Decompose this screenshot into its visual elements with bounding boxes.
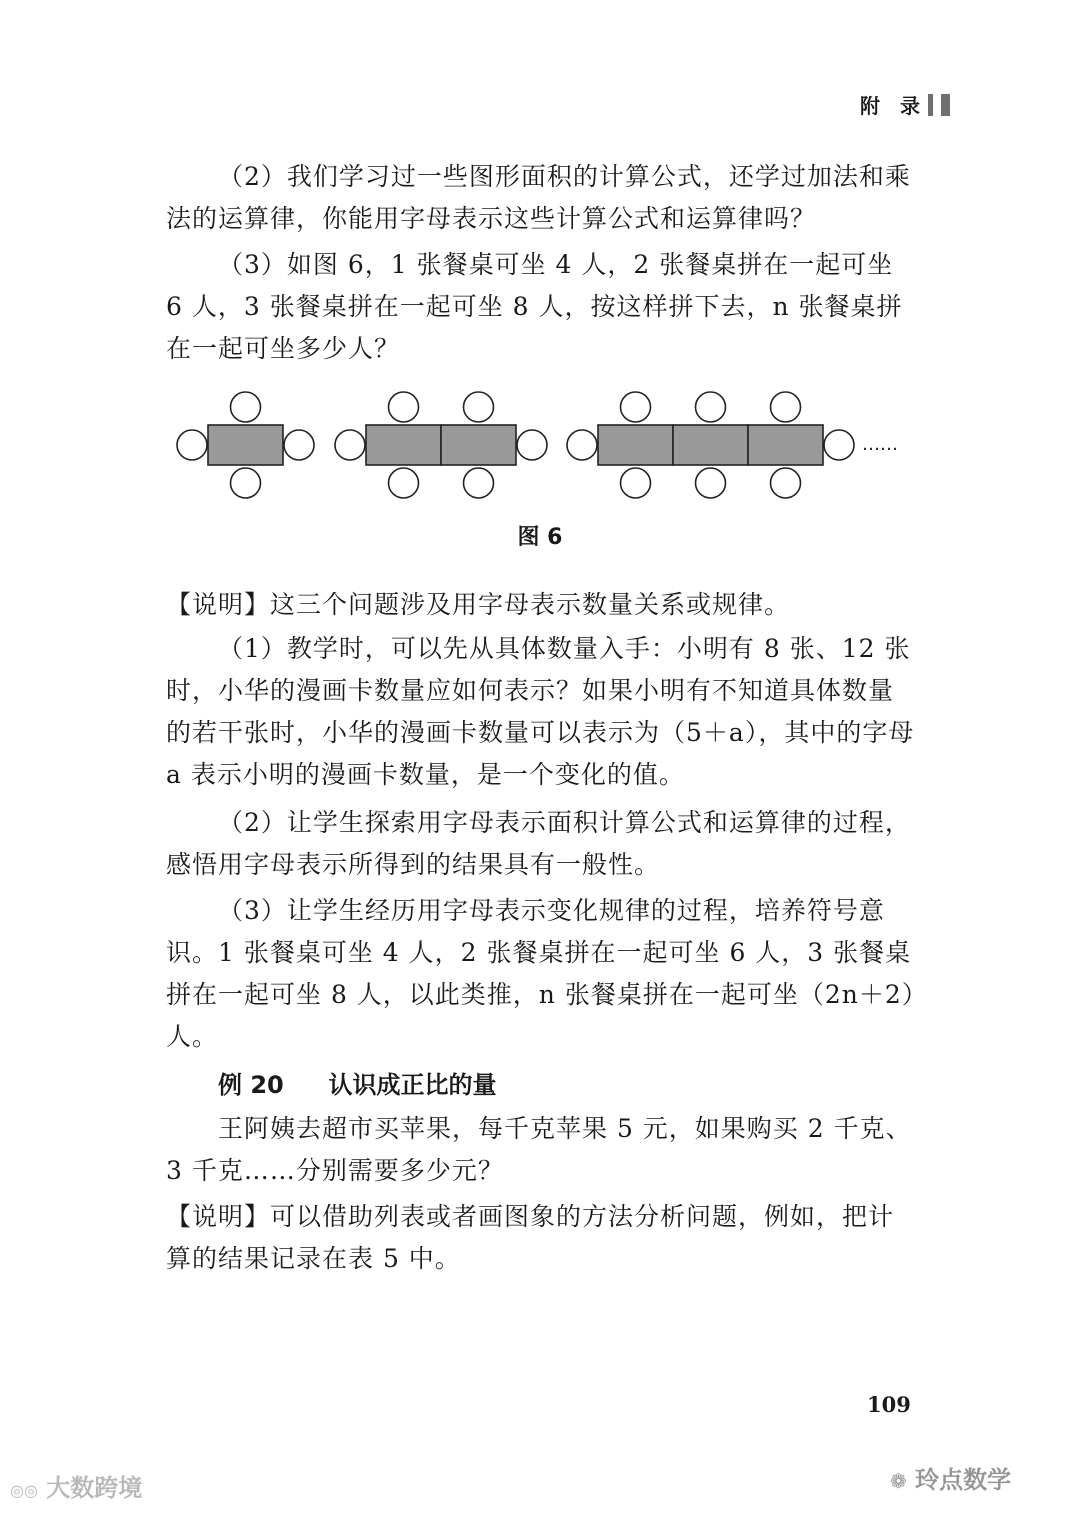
chair-circle (771, 392, 801, 422)
chair-circle (464, 468, 494, 498)
chair-circle (621, 392, 651, 422)
watermark-right-text: 玲点数学 (915, 1466, 1012, 1494)
example-number: 例 20 (218, 1071, 284, 1099)
figure-6-dining-tables (0, 390, 1080, 510)
header-section: 附 录 (860, 94, 920, 118)
table-rect (748, 425, 823, 465)
chair-circle (389, 392, 419, 422)
chair-circle (696, 468, 726, 498)
header-bar (928, 94, 933, 116)
table-rect (208, 425, 283, 465)
table-rect (598, 425, 673, 465)
table-rect (366, 425, 441, 465)
chair-circle (389, 468, 419, 498)
watermark-left-text: 大数跨境 (46, 1474, 143, 1502)
figure-caption: 图 6 (517, 525, 563, 550)
header-bar-thick (941, 94, 950, 116)
watermark-right (890, 1460, 1011, 1495)
running-header (860, 90, 950, 119)
note-3: （3）让学生经历用字母表示变化规律的过程，培养符号意识。1 张餐桌可坐 4 人，2 张餐桌拼在一起可坐 6 人，3 张餐桌拼在一起可坐 8 人，以此类推，n 张餐桌拼在一起可坐（2n＋2）人。 (166, 896, 916, 1051)
example-title: 认识成正比的量 (328, 1071, 497, 1099)
chair-circle (231, 468, 261, 498)
watermark-logo-icon: ◎◎ (10, 1481, 38, 1500)
chair-circle (464, 392, 494, 422)
chair-circle (335, 430, 365, 460)
page-number: 109 (867, 1392, 911, 1417)
tables-layer (177, 392, 854, 498)
question-3: （3）如图 6，1 张餐桌可坐 4 人，2 张餐桌拼在一起可坐 6 人，3 张餐桌拼在一起可坐 8 人，按这样拼下去，n 张餐桌拼在一起可坐多少人？ (166, 250, 903, 363)
chair-circle (824, 430, 854, 460)
example-note: 【说明】可以借助列表或者画图象的方法分析问题，例如，把计算的结果记录在表 5 中。 (166, 1202, 895, 1273)
figure-ellipsis: …… (862, 434, 898, 455)
question-2: （2）我们学习过一些图形面积的计算公式，还学过加法和乘法的运算律，你能用字母表示这些计算公式和运算律吗？ (166, 162, 911, 233)
note-2: （2）让学生探索用字母表示面积计算公式和运算律的过程，感悟用字母表示所得到的结果具有一般性。 (166, 808, 911, 879)
watermark-left (10, 1468, 142, 1503)
chair-circle (696, 392, 726, 422)
table-rect (673, 425, 748, 465)
chair-circle (177, 430, 207, 460)
chair-circle (621, 468, 651, 498)
chair-circle (231, 392, 261, 422)
chair-circle (517, 430, 547, 460)
note-intro: 【说明】这三个问题涉及用字母表示数量关系或规律。 (166, 590, 791, 619)
example-heading (218, 1065, 496, 1100)
table-rect (441, 425, 516, 465)
chair-circle (284, 430, 314, 460)
chair-circle (771, 468, 801, 498)
wechat-icon: ❁ (890, 1469, 907, 1493)
note-1: （1）教学时，可以先从具体数量入手：小明有 8 张、12 张时，小华的漫画卡数量应如何表示？如果小明有不知道具体数量的若干张时，小华的漫画卡数量可以表示为（5＋a），其中的字母 a 表示小明的漫画卡数量，是一个变化的值。 (166, 634, 915, 789)
example-text: 王阿姨去超市买苹果，每千克苹果 5 元，如果购买 2 千克、3 千克……分别需要多少元？ (166, 1114, 912, 1185)
chair-circle (567, 430, 597, 460)
